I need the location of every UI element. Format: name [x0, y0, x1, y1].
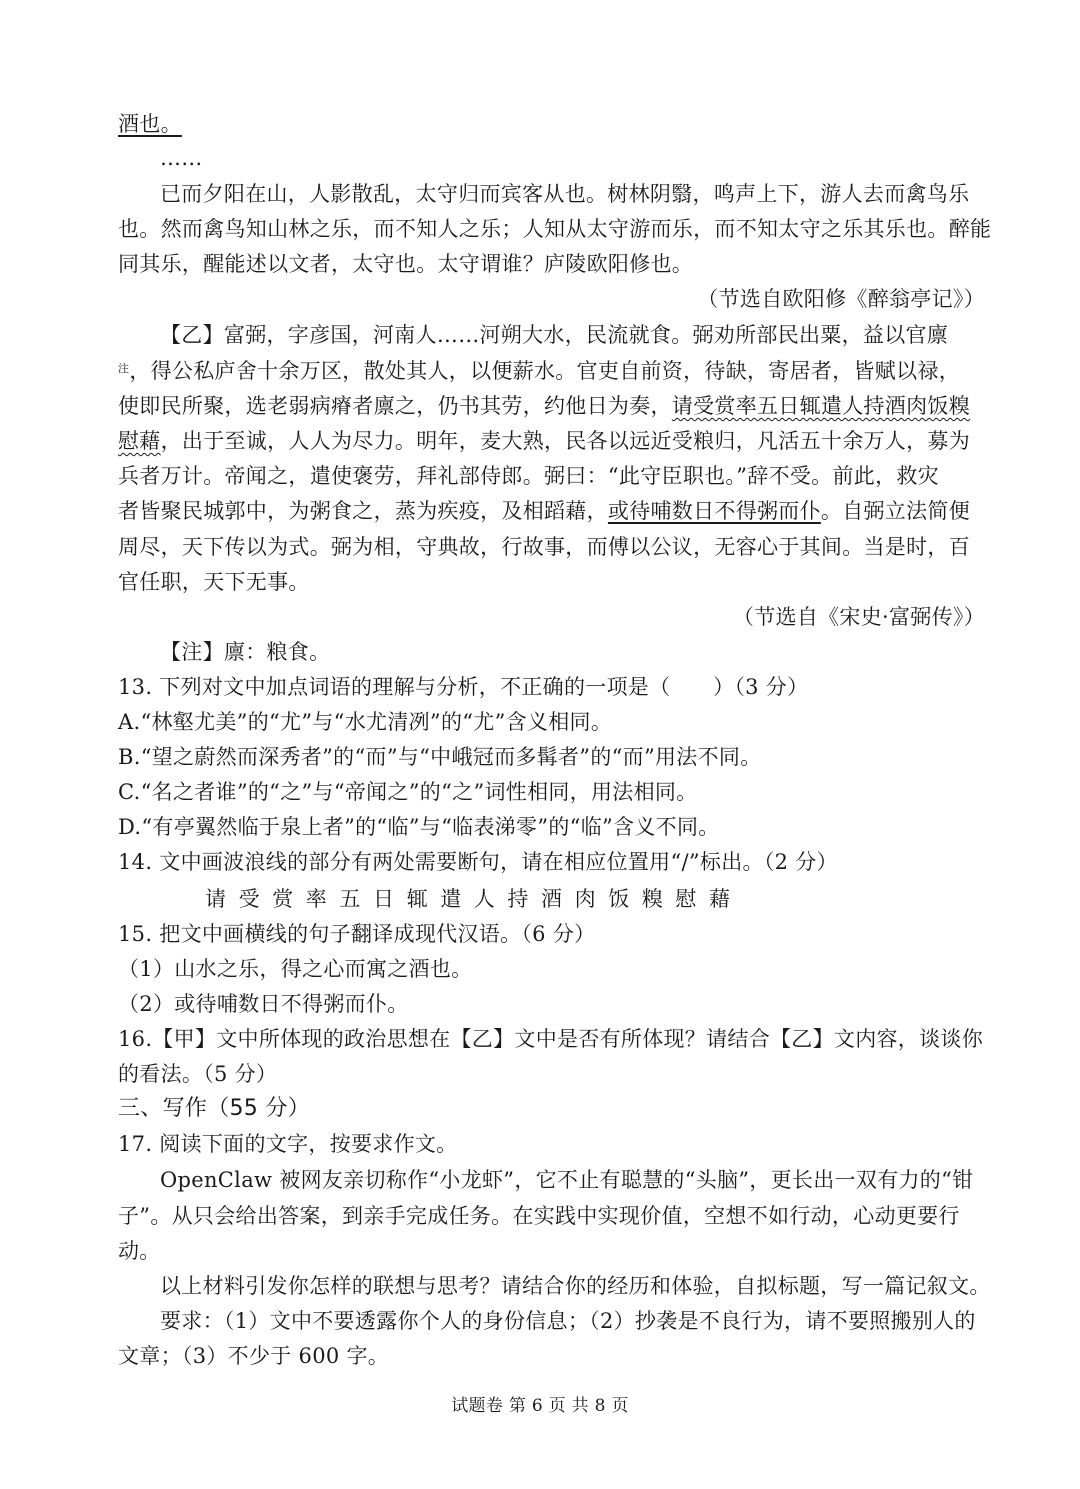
- question-14-sentence: 请受赏率五日辄遣人持酒肉饭糗慰藉: [205, 887, 743, 911]
- yi-line-3: 使即民所聚，选老弱病瘠者廪之，仍书其劳，约他日为奏，请受赏率五日辄遣人持酒肉饭糗: [118, 394, 971, 418]
- yi-line-5: 兵者万计。帝闻之，遣使褒劳，拜礼部侍郎。弼曰：“此守臣职也。”辞不受。前此，救灾: [118, 464, 939, 488]
- writing-prompt: 以上材料引发你怎样的联想与思考？请结合你的经历和体验，自拟标题，写一篇记叙文。: [160, 1274, 991, 1298]
- question-15-part-2: （2）或待哺数日不得粥而仆。: [118, 992, 409, 1016]
- jia-source: （节选自欧阳修《醉翁亭记》）: [697, 287, 985, 311]
- question-14: 14. 文中画波浪线的部分有两处需要断句，请在相应位置用“/”标出。（2 分）: [118, 850, 838, 874]
- question-15-part-1: （1）山水之乐，得之心而寓之酒也。: [118, 957, 473, 981]
- wavy-underline-part-1: 请受赏率五日辄遣人持酒肉饭糗: [671, 394, 971, 418]
- question-17: 17. 阅读下面的文字，按要求作文。: [118, 1132, 458, 1156]
- section-heading-writing: 三、写作（55 分）: [118, 1096, 310, 1121]
- jia-para-line-2: 也。然而禽鸟知山林之乐，而不知人之乐；人知从太守游而乐，而不知太守之乐其乐也。醉能: [118, 217, 992, 241]
- jia-para-line-3: 同其乐，醒能述以文者，太守也。太守谓谁？庐陵欧阳修也。: [118, 252, 694, 276]
- material-line-1: OpenClaw 被网友亲切称作“小龙虾”，它不止有聪慧的“头脑”，更长出一双有力的“钳: [160, 1168, 974, 1192]
- page-footer: 试题卷 第 6 页 共 8 页: [451, 1396, 629, 1416]
- requirements-line-1: 要求：（1）文中不要透露你个人的身份信息；（2）抄袭是不良行为，请不要照搬别人的: [160, 1309, 976, 1333]
- yi-line-7: 周尽，天下传以为式。弼为相，守典故，行故事，而傅以公议，无容心于其间。当是时，百: [118, 535, 970, 559]
- question-13: 13. 下列对文中加点词语的理解与分析，不正确的一项是（ ）（3 分）: [118, 675, 809, 699]
- jia-para-line-1: 已而夕阳在山，人影散乱，太守归而宾客从也。树林阴翳，鸣声上下，游人去而禽鸟乐: [160, 182, 970, 206]
- yi-line-2: $^注$，得公私庐舍十余万区，散处其人，以便薪水。官吏自前资，待缺，寄居者，皆赋以禄，: [118, 359, 961, 383]
- yi-source: （节选自《宋史·富弼传》）: [732, 605, 985, 629]
- yi-note: 【注】廪：粮食。: [160, 640, 331, 664]
- question-16-line-1: 16.【甲】文中所体现的政治思想在【乙】文中是否有所体现？请结合【乙】文内容，谈谈你: [118, 1027, 983, 1051]
- note-marker: 注: [118, 362, 130, 375]
- requirements-line-2: 文章；（3）不少于 600 字。: [118, 1344, 390, 1368]
- question-13-option-c: C.“名之者谁”的“之”与“帝闻之”的“之”词性相同，用法相同。: [118, 780, 698, 804]
- yi-line-6: 者皆聚民城郭中，为粥食之，蒸为疾疫，及相蹈藉，或待哺数日不得粥而仆。自弼立法简便: [118, 499, 971, 523]
- question-13-option-a: A.“林壑尤美”的“尤”与“水尤清冽”的“尤”含义相同。: [118, 710, 613, 734]
- material-line-2: 子”。从只会给出答案，到亲手完成任务。在实践中实现价值，空想不如行动，心动更要行: [118, 1204, 960, 1228]
- yi-line-1: 【乙】富弼，字彦国，河南人……河朔大水，民流就食。弼劝所部民出粟，益以官廪: [160, 323, 949, 347]
- question-16-line-2: 的看法。（5 分）: [118, 1062, 278, 1086]
- material-line-3: 动。: [118, 1239, 161, 1263]
- ellipsis: ……: [160, 146, 203, 170]
- jia-line-1: [118, 110, 992, 138]
- jia-underlined-sentence: 酒也。: [118, 112, 182, 136]
- yi-line-4: 慰藉，出于至诚，人人为尽力。明年，麦大熟，民各以远近受粮归，凡活五十余万人，募为: [118, 429, 971, 453]
- wavy-underline-part-2: 慰藉: [118, 429, 161, 453]
- question-13-option-d: D.“有亭翼然临于泉上者”的“临”与“临表涕零”的“临”含义不同。: [118, 815, 720, 839]
- yi-line-8: 官任职，天下无事。: [118, 570, 310, 594]
- question-13-option-b: B.“望之蔚然而深秀者”的“而”与“中峨冠而多髯者”的“而”用法不同。: [118, 745, 762, 769]
- question-15: 15. 把文中画横线的句子翻译成现代汉语。（6 分）: [118, 922, 596, 946]
- yi-underlined-sentence: 或待哺数日不得粥而仆: [607, 499, 821, 523]
